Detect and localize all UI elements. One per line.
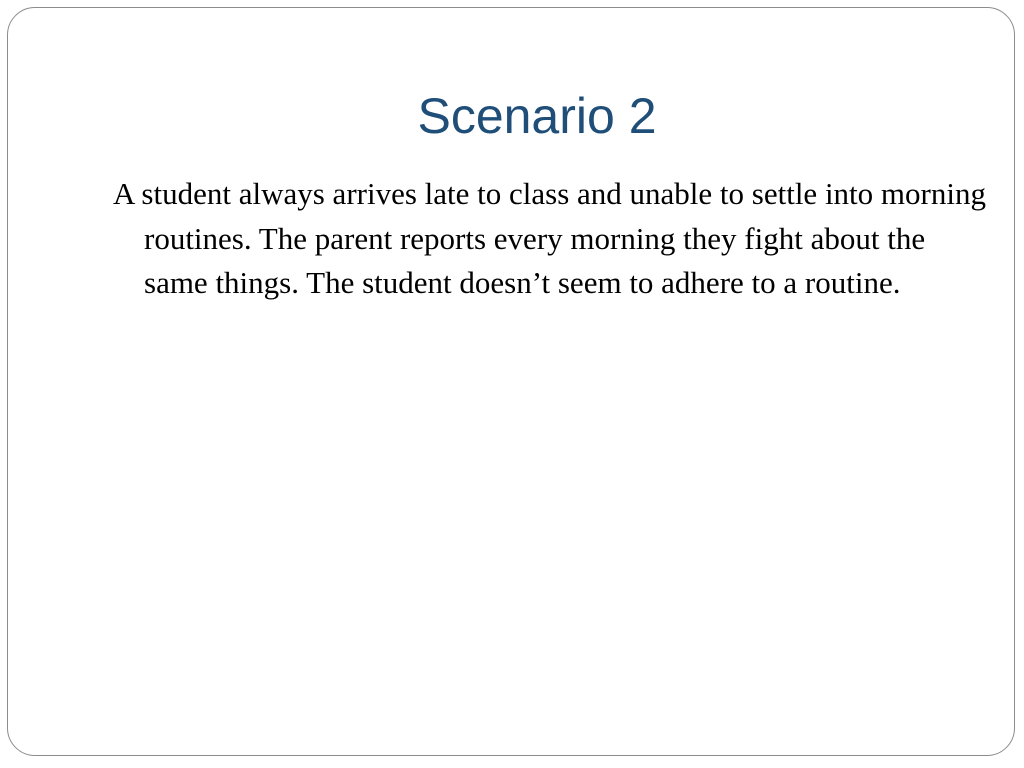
slide-title: Scenario 2 [417, 88, 657, 144]
slide-body-text: A student always arrives late to class and unable to settle into morning routines. The parent reports every morning they fight about the same things. The student doesn’t seem to adhere to a routine. [113, 176, 986, 300]
